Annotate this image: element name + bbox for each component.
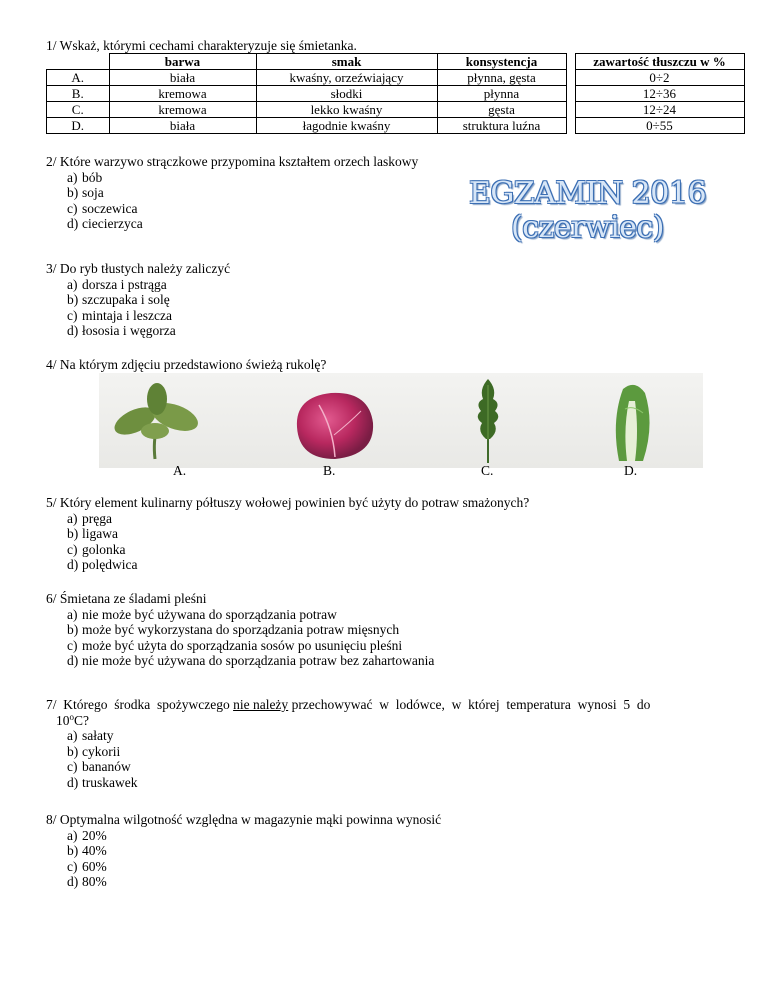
option-a: a) nie może być używana do sporządzania potraw [67,606,337,622]
option-b: b) soja [67,185,104,201]
stamp-title: EGZAMIN 2016 [468,176,707,211]
question-3 [46,261,736,339]
cell-konsystencja: płynna, gęsta [437,70,566,86]
option-c: c) soczewica [67,200,138,216]
option-b: b) cykorii [67,743,121,759]
stamp-subtitle: (czerwiec) [511,210,664,245]
question-6 [46,591,736,669]
cell-tluszcz: 0÷55 [575,118,744,134]
question-4 [46,357,736,373]
option-c: c) golonka [67,541,126,557]
cell-tluszcz: 0÷2 [575,70,744,86]
caption-a: A. [173,463,187,478]
question-6-text: 6/ Śmietana ze śladami pleśni [46,591,207,606]
question-5-text: 5/ Który element kulinarny półtuszy wołowej powinien być użyty do potraw smażonych? [46,495,530,510]
table-row [47,102,745,118]
row-label: B. [47,86,110,102]
option-d: d) ciecierzyca [67,216,143,232]
option-b: b) może być wykorzystana do sporządzania potraw mięsnych [67,622,400,638]
photo-captions [0,463,768,479]
question-1-text: 1/ Wskaż, którymi cechami charakteryzuje się śmietanka. [46,38,357,53]
question-7-text: 7/ Którego środka spożywczego nie należy przechowywać w lodówce, w której temperatura wynosi 5 do [46,697,651,712]
question-2-text: 2/ Które warzywo strączkowe przypomina kształtem orzech laskowy [46,154,419,169]
row-label: A. [47,70,110,86]
option-d: d) nie może być używana do sporządzania potraw bez zahartowania [67,653,435,669]
cream-table [46,53,745,134]
row-label: D. [47,118,110,134]
question-7-text-line2: 10$^o$C? [56,711,89,728]
table-row [47,70,745,86]
rocket-leaf-photo [471,377,505,465]
cell-barwa: kremowa [109,102,256,118]
option-b: b) ligawa [67,526,118,542]
cell-konsystencja: płynna [437,86,566,102]
chinese-cabbage-photo [607,379,657,465]
option-d: d) 80% [67,874,107,890]
question-3-text: 3/ Do ryb tłustych należy zaliczyć [46,261,231,276]
cell-smak: kwaśny, orzeźwiający [256,70,437,86]
cell-smak: łagodnie kwaśny [256,118,437,134]
option-d: d) łososia i węgorza [67,323,176,339]
question-7 [46,697,736,791]
question-4-text: 4/ Na którym zdjęciu przedstawiono świeżą rukolę? [46,357,327,372]
option-a: a) 20% [67,827,107,843]
caption-c: C. [481,463,494,478]
option-d: d) truskawek [67,774,138,790]
question-8-text: 8/ Optymalna wilgotność względna w magazynie mąki powinna wynosić [46,812,442,827]
caption-d: D. [624,463,638,478]
table-row [47,86,745,102]
header-tluszcz: zawartość tłuszczu w % [575,54,744,70]
option-c: c) może być użyta do sporządzania sosów po usunięciu pleśni [67,637,403,653]
option-a: a) bób [67,169,103,185]
cell-smak: lekko kwaśny [256,102,437,118]
emphasis-underline: nie należy [233,697,289,712]
option-d: d) polędwica [67,557,138,573]
lambs-lettuce-photo [111,381,203,463]
option-a: a) dorsza i pstrąga [67,276,167,292]
option-a: a) sałaty [67,728,114,744]
option-b: b) szczupaka i solę [67,292,170,308]
question-1 [46,38,736,54]
option-c: c) 60% [67,858,107,874]
cell-barwa: kremowa [109,86,256,102]
question-5 [46,495,736,573]
cell-barwa: biała [109,70,256,86]
leaf-photos [99,373,703,468]
table-header-row [47,54,745,70]
cell-barwa: biała [109,118,256,134]
row-label: C. [47,102,110,118]
header-konsystencja: konsystencja [437,54,566,70]
option-a: a) pręga [67,510,112,526]
exam-stamp [455,177,720,245]
red-cabbage-photo [289,385,379,463]
question-8 [46,812,736,890]
header-barwa: barwa [109,54,256,70]
option-c: c) bananów [67,759,131,775]
option-b: b) 40% [67,843,107,859]
cell-smak: słodki [256,86,437,102]
table-row [47,118,745,134]
option-c: c) mintaja i leszcza [67,307,172,323]
cell-tluszcz: 12÷24 [575,102,744,118]
cell-tluszcz: 12÷36 [575,86,744,102]
header-smak: smak [256,54,437,70]
cell-konsystencja: gęsta [437,102,566,118]
caption-b: B. [323,463,336,478]
cell-konsystencja: struktura luźna [437,118,566,134]
